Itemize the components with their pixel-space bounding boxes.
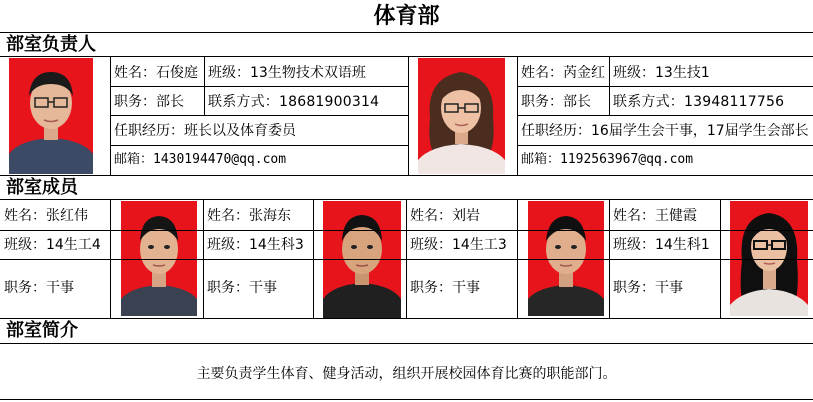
section-members-title: 部室成员 [6,177,78,198]
member-2-name: 姓名：张海东 [207,208,291,224]
head-2-shirt [418,144,505,174]
head-1-role: 职务：部长 [114,94,184,110]
member-4-class: 班级：14生科1 [613,237,710,253]
members-col-line-3 [313,199,314,318]
member-1-class: 班级：14生工4 [4,237,101,253]
member-1-name: 姓名：张红伟 [4,208,88,224]
member-3-class: 班级：14生工3 [410,237,507,253]
head-2-col-line-a [517,57,518,175]
member-1-role: 职务：干事 [4,280,74,296]
section-heads-title: 部室负责人 [6,34,96,55]
section-intro-title: 部室简介 [6,320,78,341]
member-2-role: 职务：干事 [207,280,277,296]
member-3-shirt [528,285,604,316]
intro-text: 主要负责学生体育、健身活动，组织开展校园体育比赛的职能部门。 [196,366,617,382]
head-1-class: 班级：13生物技术双语班 [208,65,366,81]
member-2-shirt [323,283,401,319]
member-3-name: 姓名：刘岩 [410,208,480,224]
head-2-row-line-1 [517,86,813,87]
head-2-name: 姓名：芮金红 [521,65,605,81]
member-2-photo [323,201,401,319]
heads-bottom-line [0,175,813,176]
head-2-col-line-b [609,57,610,115]
members-col-line-1 [110,199,111,318]
head-1-name: 姓名：石俊庭 [114,65,198,81]
member-4-role: 职务：干事 [613,280,683,296]
members-col-line-5 [517,199,518,318]
head-1-history: 任职经历：班长以及体育委员 [114,123,296,139]
head-2-contact: 联系方式：13948117756 [613,94,785,110]
head-1-col-line-c [408,57,409,175]
member-2-class: 班级：14生科3 [207,237,304,253]
head-1-col-line-b [204,57,205,115]
head-1-row-line-2 [110,115,408,116]
members-col-line-7 [720,199,721,318]
member-3-role: 职务：干事 [410,280,480,296]
head-1-row-line-3 [110,145,408,146]
member-4-name: 姓名：王健霞 [613,208,697,224]
head-1-photo [9,58,93,174]
head-2-photo [418,58,505,174]
members-col-line-6 [609,199,610,318]
intro-divider [0,343,813,344]
head-1-contact: 联系方式：18681900314 [208,94,380,110]
head-2-row-line-3 [517,145,813,146]
page-title: 体育部 [373,4,440,29]
members-bottom-line [0,318,813,319]
head-2-role: 职务：部长 [521,94,591,110]
head-1-shirt [9,138,93,174]
title-divider [0,32,813,33]
member-1-shirt [121,285,197,316]
head-2-email: 邮箱：1192563967@qq.com [521,152,694,167]
members-col-line-2 [203,199,204,318]
intro-bottom-line [0,399,813,400]
head-1-col-line-a [110,57,111,175]
head-2-history: 任职经历：16届学生会干事，17届学生会部长 [521,123,809,139]
heads-divider [0,56,813,57]
head-2-class: 班级：13生技1 [613,65,710,81]
head-2-row-line-2 [517,115,813,116]
head-1-row-line-1 [110,86,408,87]
members-col-line-4 [406,199,407,318]
head-1-email: 邮箱：1430194470@qq.com [114,152,287,167]
